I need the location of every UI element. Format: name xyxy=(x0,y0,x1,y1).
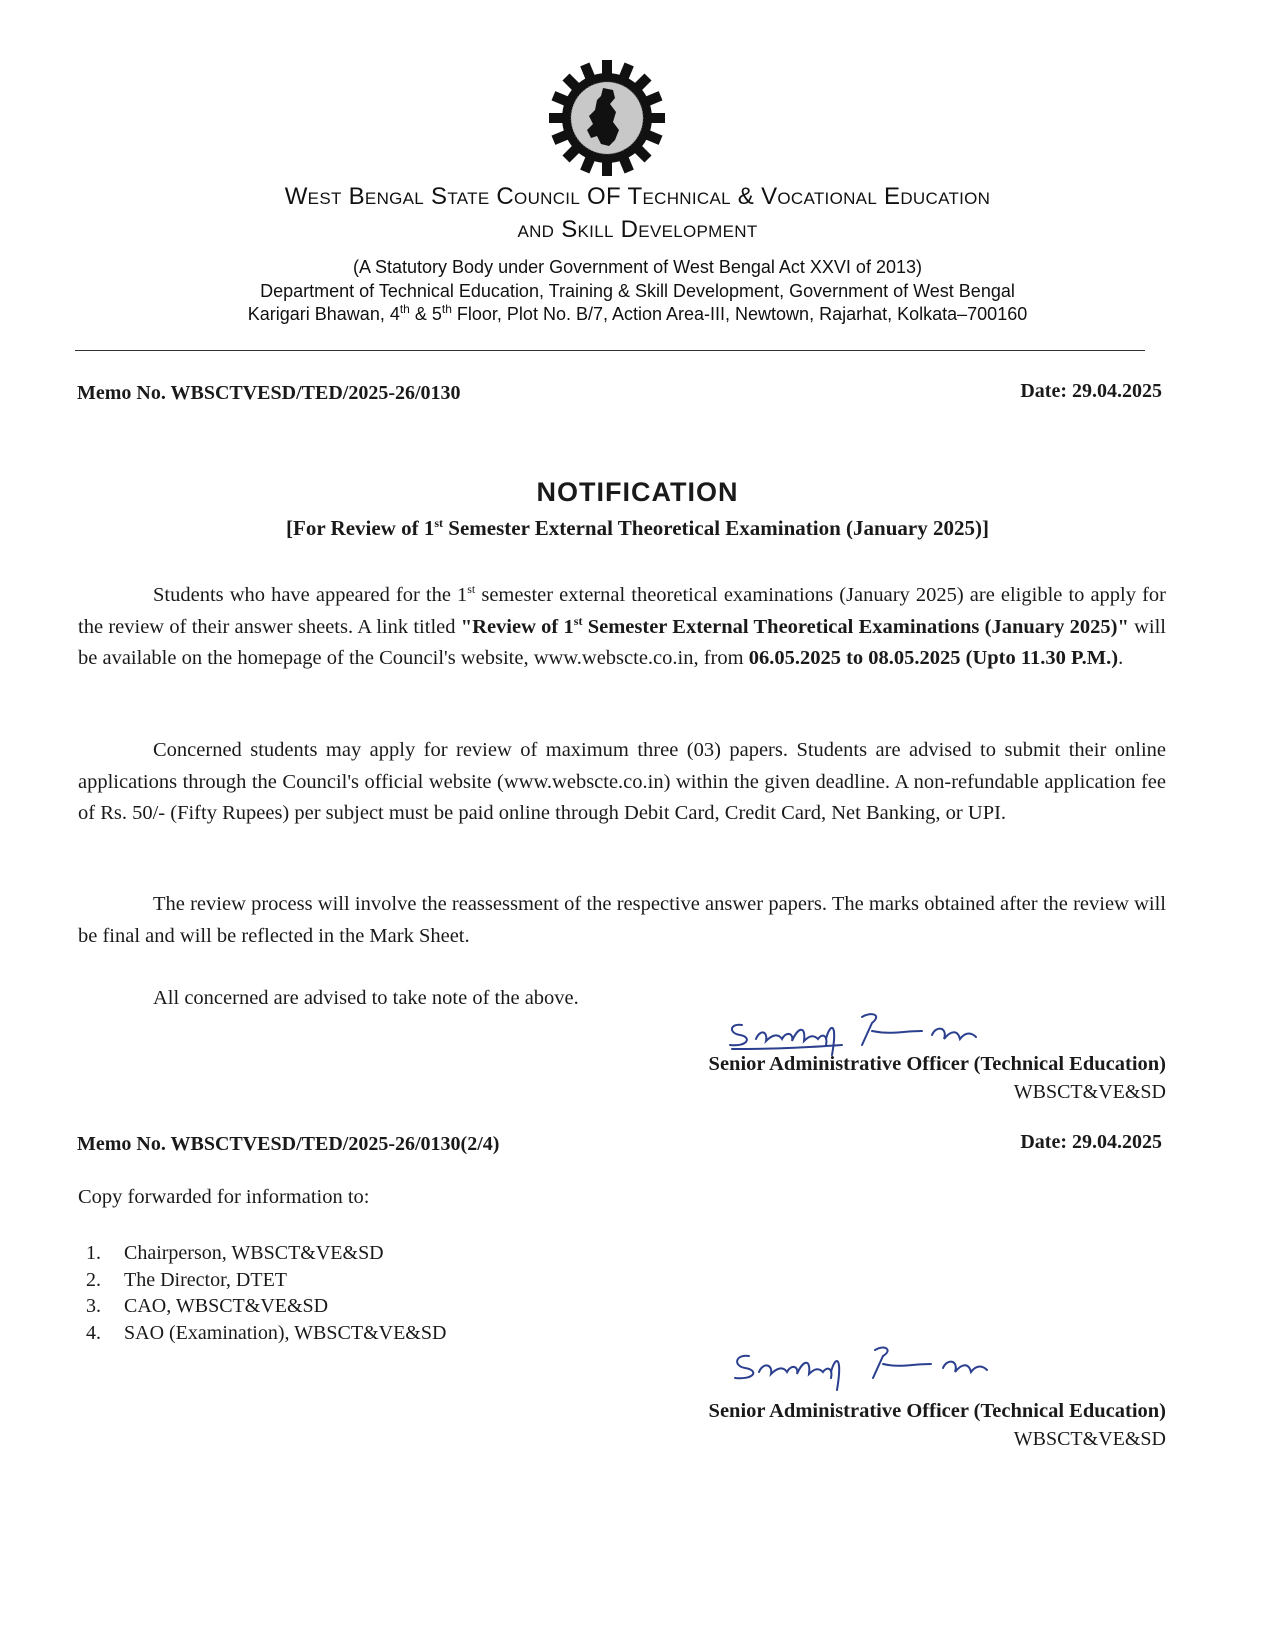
paragraph-eligibility: Students who have appeared for the 1st semester external theoretical examinations (January 2025) are eligible to apply for the review of their answer sheets. A link titled "Review of 1st Semester External Theoretical Examinations (January 2025)" will be available on the homepage of the Council's website, www.webscte.co.in, from 06.05.2025 to 08.05.2025 (Upto 11.30 P.M.). xyxy=(78,582,1166,669)
memo-date-copy: Date: 29.04.2025 xyxy=(1020,1131,1162,1153)
department-line: Department of Technical Education, Training & Skill Development, Government of West Bengal xyxy=(260,281,1015,301)
notification-title: NOTIFICATION xyxy=(536,477,739,507)
list-item: 1. Chairperson, WBSCT&VE&SD xyxy=(86,1242,384,1264)
header-divider xyxy=(75,350,1145,351)
signatory-designation-copy: Senior Administrative Officer (Technical Education) xyxy=(708,1400,1166,1422)
paragraph-application: Concerned students may apply for review of maximum three (03) papers. Students are advised to submit their online applications through the Council's official website (www.webscte.co.in) within the given deadline. A non-refundable application fee of Rs. 50/- (Fifty Rupees) per subject must be paid online through Debit Card, Credit Card, Net Banking, or UPI. xyxy=(78,739,1166,824)
memo-date: Date: 29.04.2025 xyxy=(1020,380,1162,402)
signatory-organization-copy: WBSCT&VE&SD xyxy=(1013,1428,1166,1450)
list-item: 2. The Director, DTET xyxy=(86,1268,288,1291)
council-name-line2: and Skill Development xyxy=(517,216,758,243)
signature-2 xyxy=(725,1340,1035,1400)
copy-forwarded-list xyxy=(86,1240,446,1346)
signatory-organization: WBSCT&VE&SD xyxy=(1013,1081,1166,1103)
paragraph-note: All concerned are advised to take note of the above. xyxy=(153,987,579,1009)
copy-forwarded-heading: Copy forwarded for information to: xyxy=(78,1186,370,1208)
council-name-line1: West Bengal State Council OF Technical & Vocational Education xyxy=(284,183,991,210)
signatory-designation: Senior Administrative Officer (Technical Education) xyxy=(708,1053,1166,1075)
address-line: Karigari Bhawan, 4th & 5th Floor, Plot No. B/7, Action Area-III, Newtown, Rajarhat, Kolkata–700160 xyxy=(247,302,1028,324)
statutory-line: (A Statutory Body under Government of West Bengal Act XXVI of 2013) xyxy=(353,257,922,277)
list-item: 3. CAO, WBSCT&VE&SD xyxy=(86,1295,329,1317)
memo-number-copy: Memo No. WBSCTVESD/TED/2025-26/0130(2/4) xyxy=(77,1133,500,1155)
list-item: 4. SAO (Examination), WBSCT&VE&SD xyxy=(86,1321,447,1344)
paragraph-review-process: The review process will involve the reassessment of the respective answer papers. The marks obtained after the review will be final and will be reflected in the Mark Sheet. xyxy=(78,893,1166,947)
notification-subtitle: [For Review of 1st Semester External Theoretical Examination (January 2025)] xyxy=(286,516,989,540)
council-logo xyxy=(549,60,665,176)
memo-number: Memo No. WBSCTVESD/TED/2025-26/0130 xyxy=(77,382,461,404)
